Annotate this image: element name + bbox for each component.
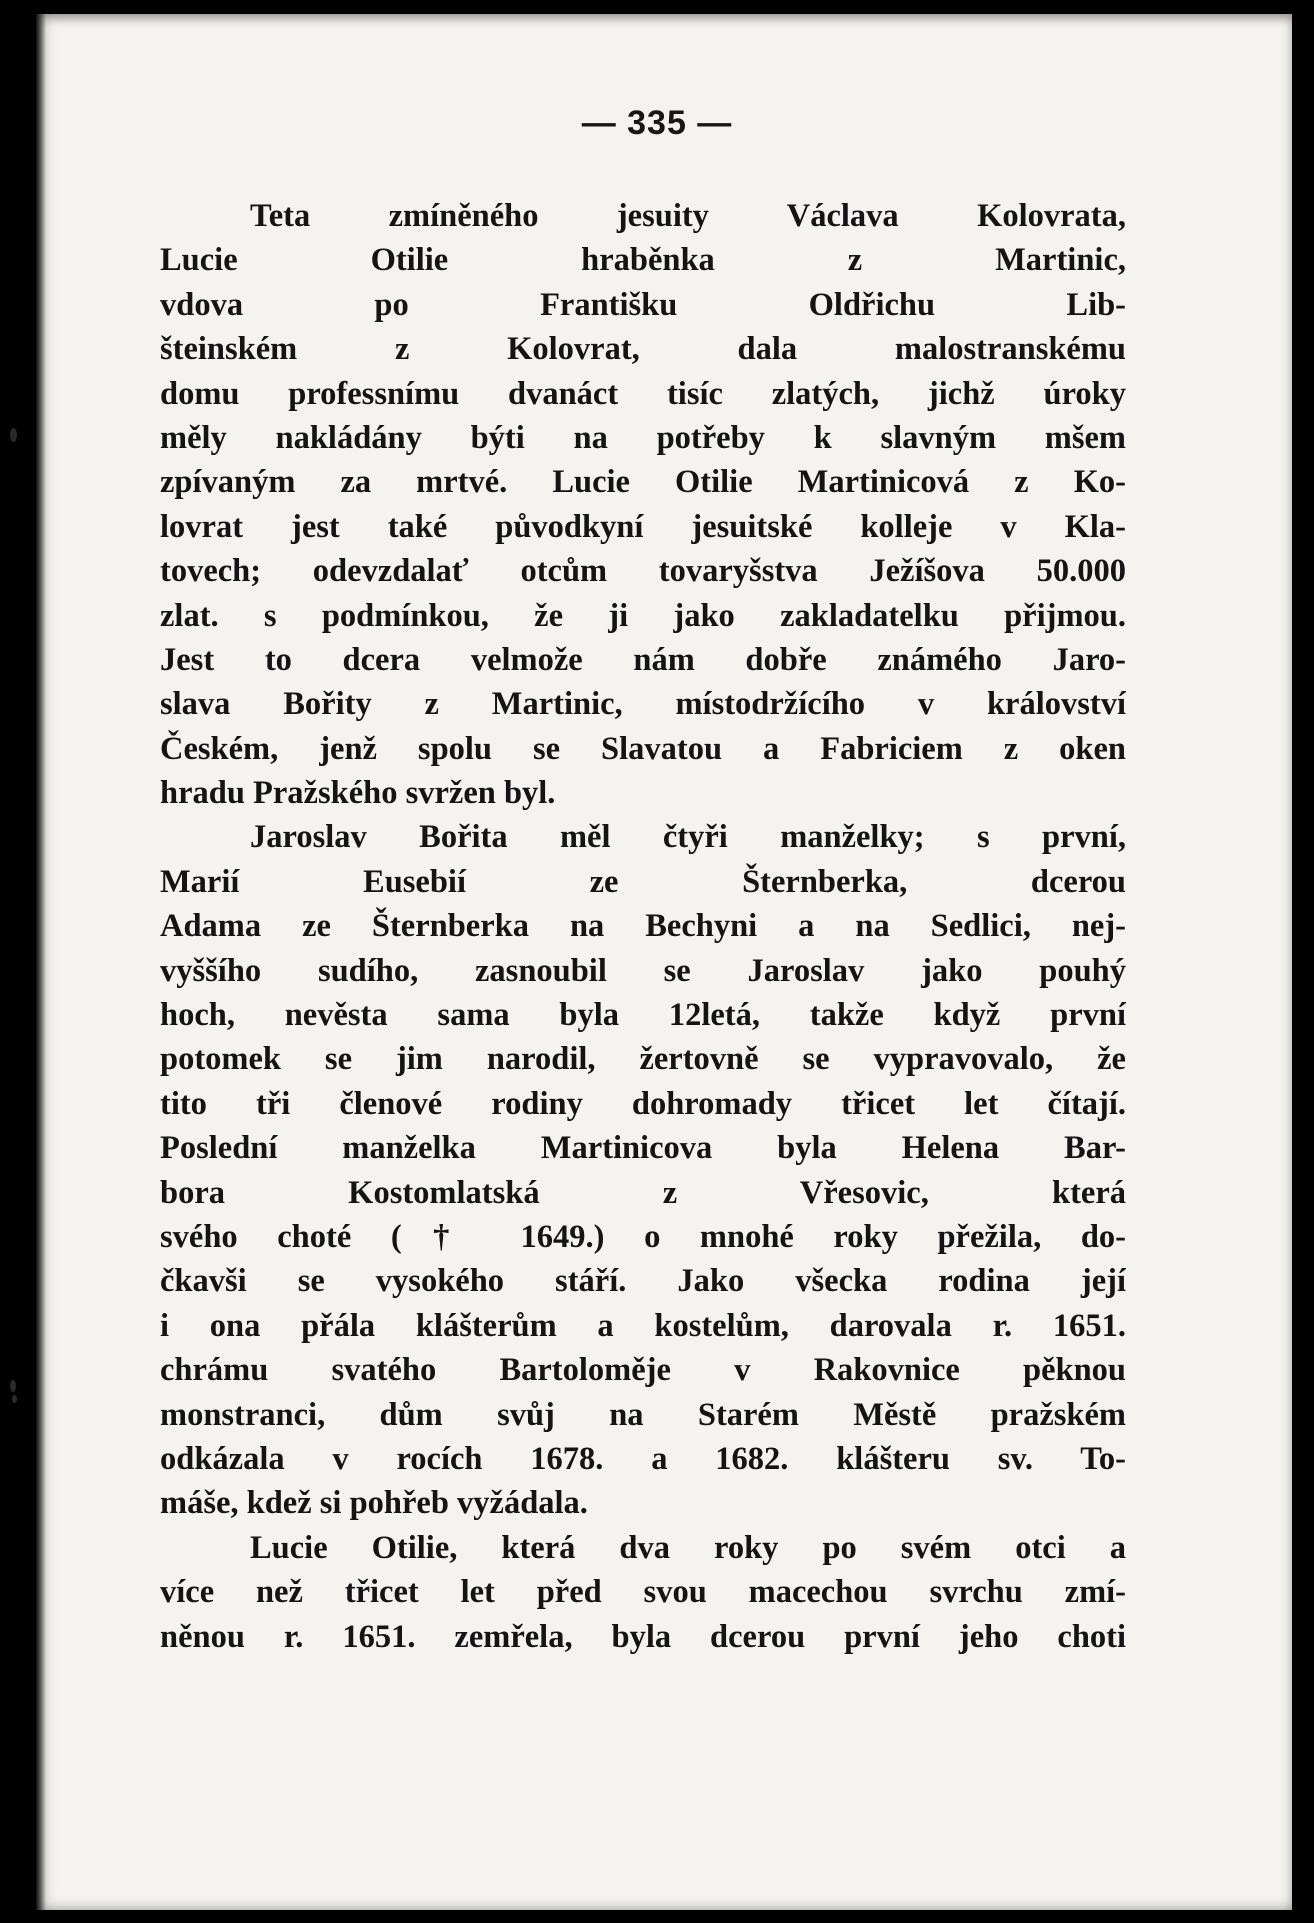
text-line: domu professnímu dvanáct tisíc zlatých, jichž úroky (160, 375, 1126, 412)
text-line: odkázala v rocích 1678. a 1682. klášteru sv. To- (160, 1440, 1126, 1477)
scan-speckle (10, 428, 17, 442)
text-line: zlat. s podmínkou, že ji jako zakladatelku přijmou. (160, 597, 1126, 634)
text-line: bora Kostomlatská z Vřesovic, která (160, 1174, 1126, 1211)
text-line: něnou r. 1651. zemřela, byla dcerou první jeho choti (160, 1618, 1126, 1655)
text-line: Jest to dcera velmože nám dobře známého Jaro- (160, 641, 1126, 678)
page-number: — 335 — (581, 104, 733, 142)
text-line: Poslední manželka Martinicova byla Helena Bar- (160, 1130, 1126, 1167)
text-line: máše, kdež si pohřeb vyžádala. (160, 1485, 588, 1522)
text-line: tovech; odevzdalať otcům tovaryšstva Ježíšova 50.000 (160, 553, 1126, 590)
text-line: Adama ze Šternberka na Bechyni a na Sedlici, nej- (160, 908, 1126, 945)
text-line: Lucie Otilie, která dva roky po svém otci a (250, 1529, 1126, 1566)
text-line: šteinském z Kolovrat, dala malostranskému (160, 331, 1126, 368)
text-line: Jaroslav Bořita měl čtyři manželky; s první, (250, 819, 1126, 856)
text-line: vyššího sudího, zasnoubil se Jaroslav jako pouhý (160, 952, 1126, 989)
text-line: i ona přála klášterům a kostelům, darovala r. 1651. (160, 1307, 1126, 1344)
body-text (160, 194, 1126, 1659)
text-line: Lucie Otilie hraběnka z Martinic, (160, 242, 1126, 279)
text-line: svého choté († 1649.) o mnohé roky přežila, do- (160, 1218, 1126, 1255)
scan-speckle (10, 1380, 16, 1392)
text-line: vdova po Františku Oldřichu Lib- (160, 286, 1126, 323)
text-line: Teta zmíněného jesuity Václava Kolovrata, (250, 198, 1126, 234)
text-line: potomek se jim narodil, žertovně se vypravovalo, že (160, 1041, 1126, 1078)
text-line: Českém, jenž spolu se Slavatou a Fabriciem z oken (160, 730, 1126, 767)
text-line: slava Bořity z Martinic, místodržícího v království (160, 686, 1126, 723)
page-binding-shadow (36, 14, 46, 1910)
text-line: tito tři členové rodiny dohromady třicet let čítají. (160, 1085, 1126, 1122)
scan-speckle (12, 1395, 17, 1403)
text-line: měly nakládány býti na potřeby k slavným mšem (160, 419, 1126, 456)
text-line: Marií Eusebií ze Šternberka, dcerou (160, 863, 1126, 900)
text-line: monstranci, dům svůj na Starém Městě pražském (160, 1396, 1126, 1433)
text-line: čkavši se vysokého stáří. Jako všecka rodina její (160, 1263, 1126, 1300)
text-line: lovrat jest také původkyní jesuitské kolleje v Kla- (160, 508, 1126, 545)
text-line: hoch, nevěsta sama byla 12letá, takže když první (160, 997, 1126, 1034)
text-line: více než třicet let před svou macechou svrchu zmí- (160, 1574, 1126, 1611)
text-line: chrámu svatého Bartoloměje v Rakovnice pěknou (160, 1352, 1126, 1389)
text-line: hradu Pražského svržen byl. (160, 775, 556, 812)
text-line: zpívaným za mrtvé. Lucie Otilie Martinicová z Ko- (160, 464, 1126, 501)
